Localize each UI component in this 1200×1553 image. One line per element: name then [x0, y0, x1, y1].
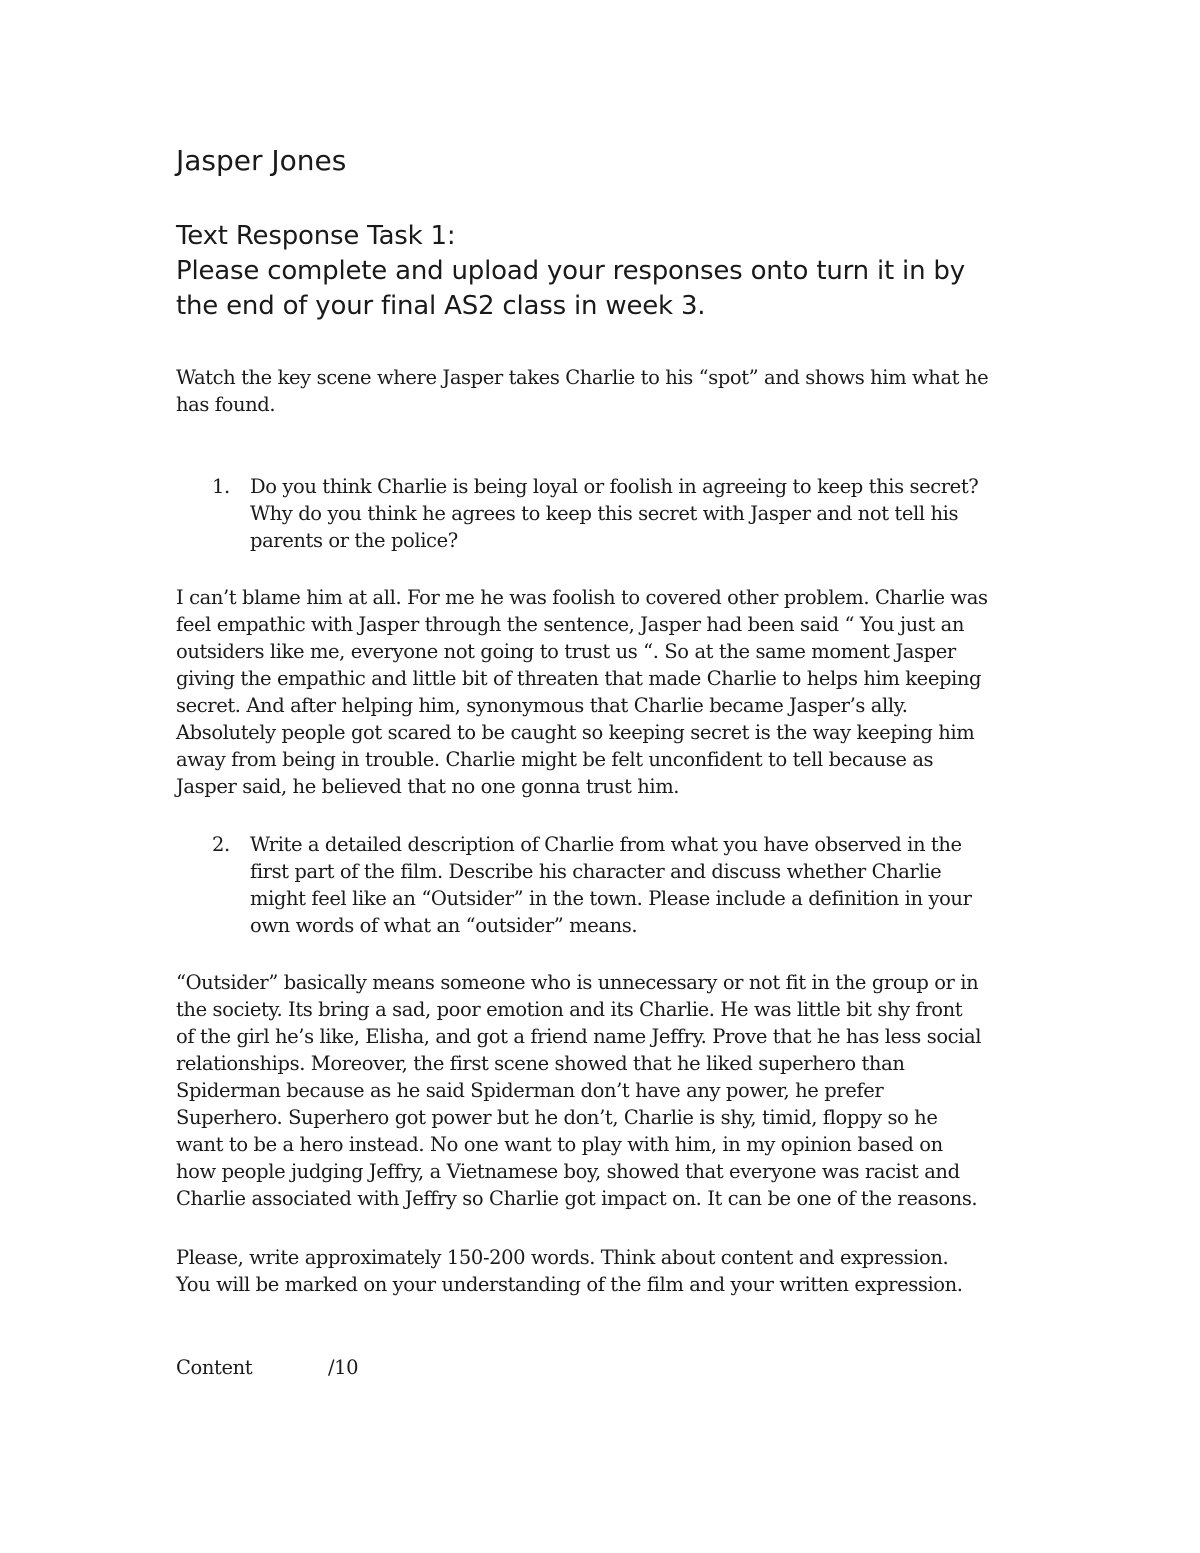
- question-line: might feel like an “Outsider” in the town. Please include a definition in your: [250, 887, 972, 910]
- answer-1: [176, 584, 1026, 800]
- content-score: /10: [328, 1356, 359, 1379]
- answer-line: feel empathic with Jasper through the sentence, Jasper had been said “ You just an: [176, 613, 965, 636]
- answer-line: away from being in trouble. Charlie might be felt unconfident to tell because as: [176, 748, 934, 771]
- question-line: Why do you think he agrees to keep this secret with Jasper and not tell his: [250, 502, 959, 525]
- answer-line: how people judging Jeffry, a Vietnamese boy, showed that everyone was racist and: [176, 1160, 960, 1183]
- task-heading: Text Response Task 1:: [176, 221, 456, 251]
- task-instruction-line: Please complete and upload your responses onto turn it in by: [176, 256, 965, 286]
- answer-line: outsiders like me, everyone not going to trust us “. So at the same moment Jasper: [176, 640, 956, 663]
- question-line: Do you think Charlie is being loyal or foolish in agreeing to keep this secret?: [250, 475, 979, 498]
- answer-2: [176, 969, 1026, 1212]
- intro-paragraph: [176, 364, 1026, 418]
- question-line: first part of the film. Describe his character and discuss whether Charlie: [250, 860, 942, 883]
- intro-line: has found.: [176, 393, 276, 416]
- question-text: [250, 831, 972, 939]
- answer-line: I can’t blame him at all. For me he was foolish to covered other problem. Charlie was: [176, 586, 988, 609]
- document-title: Jasper Jones: [176, 144, 347, 177]
- question-text: [250, 473, 978, 554]
- answer-line: Charlie associated with Jeffry so Charlie got impact on. It can be one of the reasons.: [176, 1187, 978, 1210]
- answer-line: “Outsider” basically means someone who is unnecessary or not fit in the group or in: [176, 971, 979, 994]
- answer-line: Superhero. Superhero got power but he don’t, Charlie is shy, timid, floppy so he: [176, 1106, 938, 1129]
- question-line: parents or the police?: [250, 529, 458, 552]
- question-line: own words of what an “outsider” means.: [250, 914, 638, 937]
- task-heading-block: [176, 219, 1026, 324]
- closing-note: [176, 1244, 1026, 1298]
- closing-line: Please, write approximately 150-200 words. Think about content and expression.: [176, 1246, 949, 1269]
- intro-line: Watch the key scene where Jasper takes Charlie to his “spot” and shows him what he: [176, 366, 989, 389]
- answer-line: Jasper said, he believed that no one gonna trust him.: [176, 775, 680, 798]
- answer-line: Absolutely people got scared to be caught so keeping secret is the way keeping him: [176, 721, 975, 744]
- answer-line: want to be a hero instead. No one want to play with him, in my opinion based on: [176, 1133, 943, 1156]
- answer-line: relationships. Moreover, the first scene showed that he liked superhero than: [176, 1052, 905, 1075]
- question-number: 2.: [212, 833, 230, 856]
- closing-line: You will be marked on your understanding of the film and your written expression.: [176, 1273, 963, 1296]
- answer-line: giving the empathic and little bit of threaten that made Charlie to helps him keeping: [176, 667, 982, 690]
- question-number: 1.: [212, 475, 230, 498]
- answer-line: secret. And after helping him, synonymous that Charlie became Jasper’s ally.: [176, 694, 908, 717]
- answer-line: Spiderman because as he said Spiderman don’t have any power, he prefer: [176, 1079, 884, 1102]
- task-instruction-line: the end of your final AS2 class in week 3.: [176, 291, 706, 321]
- answer-line: the society. Its bring a sad, poor emotion and its Charlie. He was little bit shy front: [176, 998, 963, 1021]
- question-line: Write a detailed description of Charlie from what you have observed in the: [250, 833, 962, 856]
- content-label: Content: [176, 1356, 253, 1379]
- answer-line: of the girl he’s like, Elisha, and got a friend name Jeffry. Prove that he has less social: [176, 1025, 982, 1048]
